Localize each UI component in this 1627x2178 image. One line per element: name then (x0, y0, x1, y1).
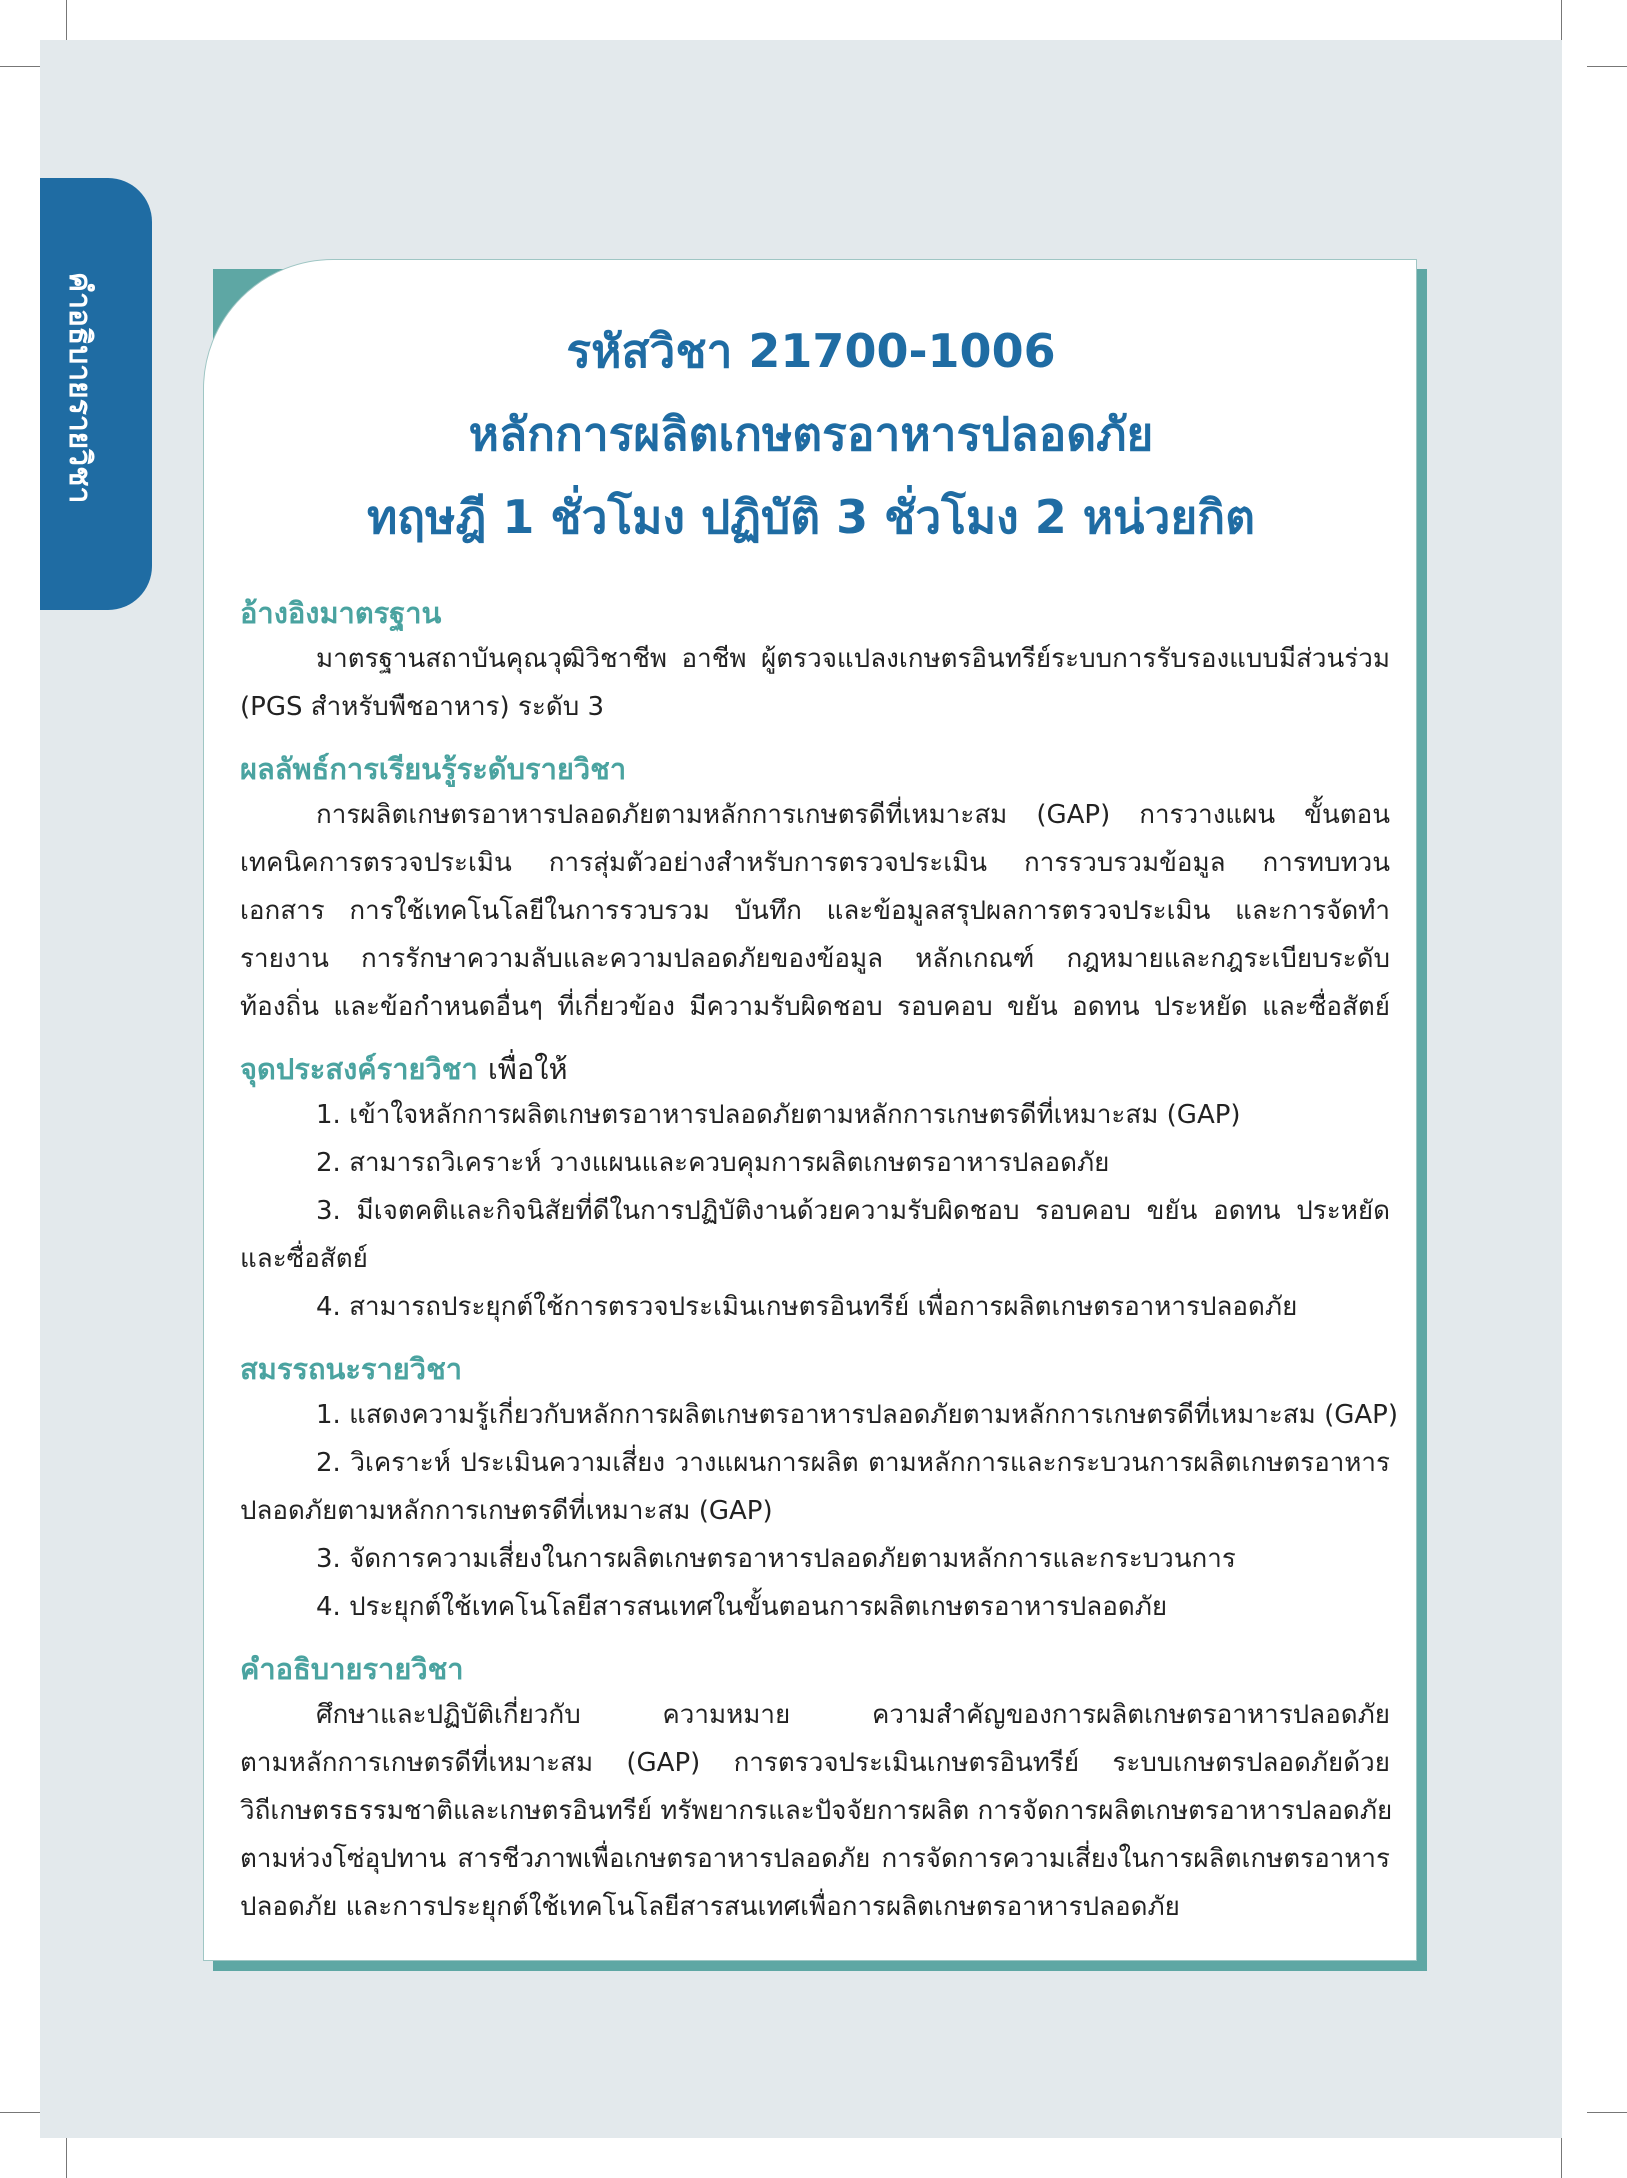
crop-mark (1587, 2112, 1627, 2113)
description-line: ศึกษาและปฏิบัติเกี่ยวกับ ความหมาย ความสำคัญของการผลิตเกษตรอาหารปลอดภัย (316, 1700, 1390, 1730)
objective-item: 2. สามารถวิเคราะห์ วางแผนและควบคุมการผลิตเกษตรอาหารปลอดภัย (316, 1148, 1110, 1178)
standard-line: (PGS สำหรับพืชอาหาร) ระดับ 3 (240, 692, 605, 722)
outcome-line: ท้องถิ่น และข้อกำหนดอื่นๆ ที่เกี่ยวข้อง มีความรับผิดชอบ รอบคอบ ขยัน อดทน ประหยัด และซื่อสัตย์ (240, 992, 1390, 1022)
course-hours: ทฤษฎี 1 ชั่วโมง ปฏิบัติ 3 ชั่วโมง 2 หน่วยกิต (366, 490, 1255, 544)
section-heading-description: คำอธิบายรายวิชา (240, 1652, 464, 1686)
section-heading-outcome: ผลลัพธ์การเรียนรู้ระดับรายวิชา (240, 752, 627, 786)
description-line: ตามห่วงโซ่อุปทาน สารชีวภาพเพื่อเกษตรอาหารปลอดภัย การจัดการความเสี่ยงในการผลิตเกษตรอาหาร (240, 1844, 1390, 1874)
crop-mark (1587, 66, 1627, 67)
competency-item: 1. แสดงความรู้เกี่ยวกับหลักการผลิตเกษตรอาหารปลอดภัยตามหลักการเกษตรดีที่เหมาะสม (GAP) (316, 1400, 1398, 1430)
outcome-line: เทคนิคการตรวจประเมิน การสุ่มตัวอย่างสำหรับการตรวจประเมิน การรวบรวมข้อมูล การทบทวน (240, 848, 1390, 878)
crop-mark (1561, 0, 1562, 40)
course-title: หลักการผลิตเกษตรอาหารปลอดภัย (468, 407, 1154, 461)
description-line: วิถีเกษตรธรรมชาติและเกษตรอินทรีย์ ทรัพยากรและปัจจัยการผลิต การจัดการผลิตเกษตรอาหารปลอดภัย (240, 1796, 1393, 1826)
crop-mark (66, 2138, 67, 2178)
objective-item: 4. สามารถประยุกต์ใช้การตรวจประเมินเกษตรอินทรีย์ เพื่อการผลิตเกษตรอาหารปลอดภัย (316, 1292, 1298, 1322)
objectives-heading-suffix: เพื่อให้ (487, 1052, 568, 1086)
crop-mark (0, 2112, 40, 2113)
objective-item: 1. เข้าใจหลักการผลิตเกษตรอาหารปลอดภัยตามหลักการเกษตรดีที่เหมาะสม (GAP) (316, 1100, 1241, 1130)
crop-mark (66, 0, 67, 40)
section-heading-standard: อ้างอิงมาตรฐาน (240, 596, 442, 630)
side-tab-label: คำอธิบายรายวิชา (62, 272, 97, 504)
course-code: รหัสวิชา 21700-1006 (566, 324, 1056, 378)
standard-line: มาตรฐานสถาบันคุณวุฒิวิชาชีพ อาชีพ ผู้ตรวจแปลงเกษตรอินทรีย์ระบบการรับรองแบบมีส่วนร่วม (316, 644, 1390, 674)
outcome-line: เอกสาร การใช้เทคโนโลยีในการรวบรวม บันทึก และข้อมูลสรุปผลการตรวจประเมิน และการจัดทำ (240, 896, 1390, 926)
objective-item-continued: และซื่อสัตย์ (240, 1244, 368, 1274)
competency-item: 4. ประยุกต์ใช้เทคโนโลยีสารสนเทศในขั้นตอนการผลิตเกษตรอาหารปลอดภัย (316, 1592, 1168, 1622)
crop-mark (0, 66, 40, 67)
section-heading-objectives (240, 1046, 568, 1092)
competency-item-continued: ปลอดภัยตามหลักการเกษตรดีที่เหมาะสม (GAP) (240, 1496, 773, 1526)
outcome-line: การผลิตเกษตรอาหารปลอดภัยตามหลักการเกษตรดีที่เหมาะสม (GAP) การวางแผน ขั้นตอน (316, 800, 1390, 830)
competency-item: 3. จัดการความเสี่ยงในการผลิตเกษตรอาหารปลอดภัยตามหลักการและกระบวนการ (316, 1544, 1236, 1574)
outcome-line: รายงาน การรักษาความลับและความปลอดภัยของข้อมูล หลักเกณฑ์ กฎหมายและกฎระเบียบระดับ (240, 944, 1390, 974)
objectives-heading-text: จุดประสงค์รายวิชา (240, 1052, 478, 1086)
competency-item: 2. วิเคราะห์ ประเมินความเสี่ยง วางแผนการผลิต ตามหลักการและกระบวนการผลิตเกษตรอาหาร (316, 1448, 1390, 1478)
crop-mark (1561, 2138, 1562, 2178)
section-heading-competency: สมรรถนะรายวิชา (240, 1352, 463, 1386)
description-line: ปลอดภัย และการประยุกต์ใช้เทคโนโลยีสารสนเทศเพื่อการผลิตเกษตรอาหารปลอดภัย (240, 1892, 1180, 1922)
description-line: ตามหลักการเกษตรดีที่เหมาะสม (GAP) การตรวจประเมินเกษตรอินทรีย์ ระบบเกษตรปลอดภัยด้วย (240, 1748, 1390, 1778)
content-card (203, 259, 1417, 1961)
objective-item: 3. มีเจตคติและกิจนิสัยที่ดีในการปฏิบัติงานด้วยความรับผิดชอบ รอบคอบ ขยัน อดทน ประหยัด (316, 1196, 1390, 1226)
